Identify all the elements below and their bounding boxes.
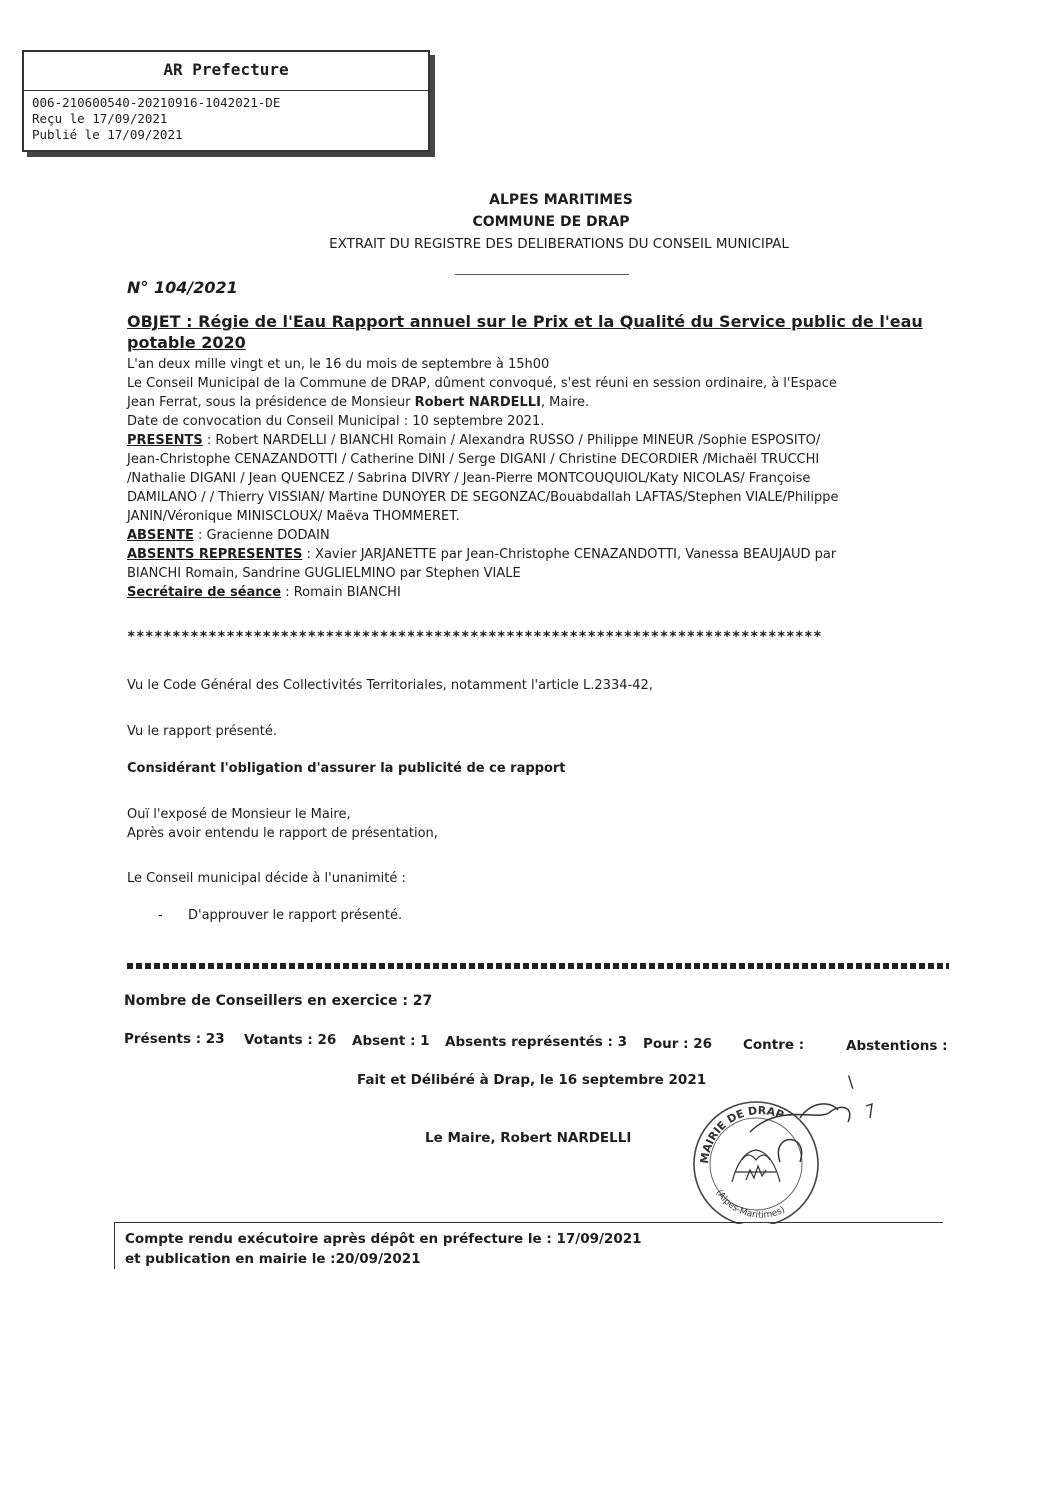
oui-expose: Ouï l'exposé de Monsieur le Maire, — [127, 807, 351, 822]
preamble-text: Jean Ferrat, sous la présidence de Monsieur — [127, 395, 415, 410]
absents-representes-label: ABSENTS REPRESENTES — [127, 547, 303, 562]
presents-line: JANIN/Véronique MINISCLOUX/ Maëva THOMMERET. — [127, 509, 460, 524]
abstentions-count: Abstentions : — [846, 1038, 948, 1054]
absente-label: ABSENTE — [127, 528, 194, 543]
absent-count: Absent : 1 — [352, 1033, 430, 1049]
secretaire-line — [127, 583, 838, 602]
presents-line: DAMILANO / / Thierry VISSIAN/ Martine DUNOYER DE SEGONZAC/Bouabdallah LAFTAS/Stephen VIALE/Philippe — [127, 490, 839, 505]
deliberation-number: N° 104/2021 — [127, 278, 238, 297]
contre-count: Contre : — [743, 1037, 805, 1053]
absents-representes-line: BIANCHI Romain, Sandrine GUGLIELMINO par Stephen VIALE — [127, 566, 521, 581]
compte-rendu-text — [125, 1229, 642, 1269]
presents-line: Jean-Christophe CENAZANDOTTI / Catherine DINI / Serge DIGANI / Christine DECORDIER /Michaël TRUCCHI — [127, 452, 820, 467]
ar-publie: Publié le 17/09/2021 — [32, 127, 183, 142]
commune-heading: COMMUNE DE DRAP — [472, 214, 630, 230]
vu-code: Vu le Code Général des Collectivités Territoriales, notamment l'article L.2334-42, — [127, 678, 653, 693]
absents-representes-text: : Xavier JARJANETTE par Jean-Christophe CENAZANDOTTI, Vanessa BEAUJAUD par — [302, 547, 837, 562]
signature-flourish — [866, 1104, 872, 1118]
departement-heading: ALPES MARITIMES — [489, 192, 633, 208]
bullet-dash: - — [158, 908, 163, 923]
square-separator — [127, 963, 949, 969]
preamble-line: Le Conseil Municipal de la Commune de DRAP, dûment convoqué, s'est réuni en session ordinaire, à l'Espace — [127, 376, 837, 391]
ar-reference: 006-210600540-20210916-1042021-DE — [32, 95, 281, 110]
vu-rapport: Vu le rapport présenté. — [127, 724, 278, 739]
objet-line-2: potable 2020 — [127, 333, 246, 352]
absente-line — [127, 526, 838, 545]
stamp-bottom-text: (Alpes-Maritimes) — [713, 1188, 787, 1221]
ar-divider — [24, 90, 428, 91]
header-rule — [455, 274, 629, 275]
decision-item: D'approuver le rapport présenté. — [188, 908, 403, 923]
mairie-stamp — [680, 1092, 880, 1224]
compte-rendu-box — [114, 1222, 943, 1269]
presents-text: : Robert NARDELLI / BIANCHI Romain / Alexandra RUSSO / Philippe MINEUR /Sophie ESPOSITO/ — [202, 433, 821, 448]
maire-signature-line: Le Maire, Robert NARDELLI — [425, 1130, 632, 1146]
ar-prefecture-box — [22, 50, 430, 152]
stars-separator: ***************************************************************************** — [127, 629, 823, 645]
stamp-outer-ring — [694, 1102, 818, 1224]
ar-title: AR Prefecture — [163, 60, 289, 79]
preamble-text: , Maire. — [540, 395, 590, 410]
ar-details — [32, 95, 280, 143]
preamble-line — [127, 393, 838, 412]
votants-count: Votants : 26 — [244, 1032, 337, 1048]
presents-line — [127, 431, 838, 450]
fait-delibere: Fait et Délibéré à Drap, le 16 septembre 2021 — [357, 1072, 707, 1088]
absents-representes-count: Absents représentés : 3 — [445, 1034, 628, 1050]
stamp-top-text: MAIRIE DE DRAP — [697, 1104, 786, 1165]
presents-line: /Nathalie DIGANI / Jean QUENCEZ / Sabrina DIVRY / Jean-Pierre MONTCOUQUIOL/Katy NICOLAS/ Françoise — [127, 471, 811, 486]
stamp-emblem — [732, 1150, 780, 1182]
objet-line-1: OBJET : Régie de l'Eau Rapport annuel sur le Prix et la Qualité du Service public de l'eau — [127, 312, 923, 331]
compte-rendu-line-1: Compte rendu exécutoire après dépôt en préfecture le : 17/09/2021 — [125, 1231, 642, 1247]
pour-count: Pour : 26 — [643, 1036, 713, 1052]
abstentions-mark: \ — [848, 1072, 854, 1091]
preamble-block — [127, 355, 838, 602]
secretaire-label: Secrétaire de séance — [127, 585, 282, 600]
secretaire-text: : Romain BIANCHI — [281, 585, 401, 600]
ar-recu: Reçu le 17/09/2021 — [32, 111, 168, 126]
apres-rapport: Après avoir entendu le rapport de présentation, — [127, 826, 438, 841]
absents-representes-line — [127, 545, 838, 564]
presents-label: PRESENTS — [127, 433, 203, 448]
presents-count: Présents : 23 — [124, 1031, 225, 1047]
conseillers-exercice: Nombre de Conseillers en exercice : 27 — [124, 993, 433, 1009]
preamble-line: L'an deux mille vingt et un, le 16 du mois de septembre à 15h00 — [127, 357, 550, 372]
considerant: Considérant l'obligation d'assurer la publicité de ce rapport — [127, 761, 566, 776]
decision-intro: Le Conseil municipal décide à l'unanimité : — [127, 871, 406, 886]
absente-text: : Gracienne DODAIN — [193, 528, 330, 543]
compte-rendu-line-2: et publication en mairie le :20/09/2021 — [125, 1251, 421, 1267]
maire-name: Robert NARDELLI — [414, 395, 541, 410]
objet-title — [127, 311, 927, 353]
convocation-date: Date de convocation du Conseil Municipal : 10 septembre 2021. — [127, 414, 545, 429]
extrait-heading: EXTRAIT DU REGISTRE DES DELIBERATIONS DU CONSEIL MUNICIPAL — [329, 236, 789, 252]
